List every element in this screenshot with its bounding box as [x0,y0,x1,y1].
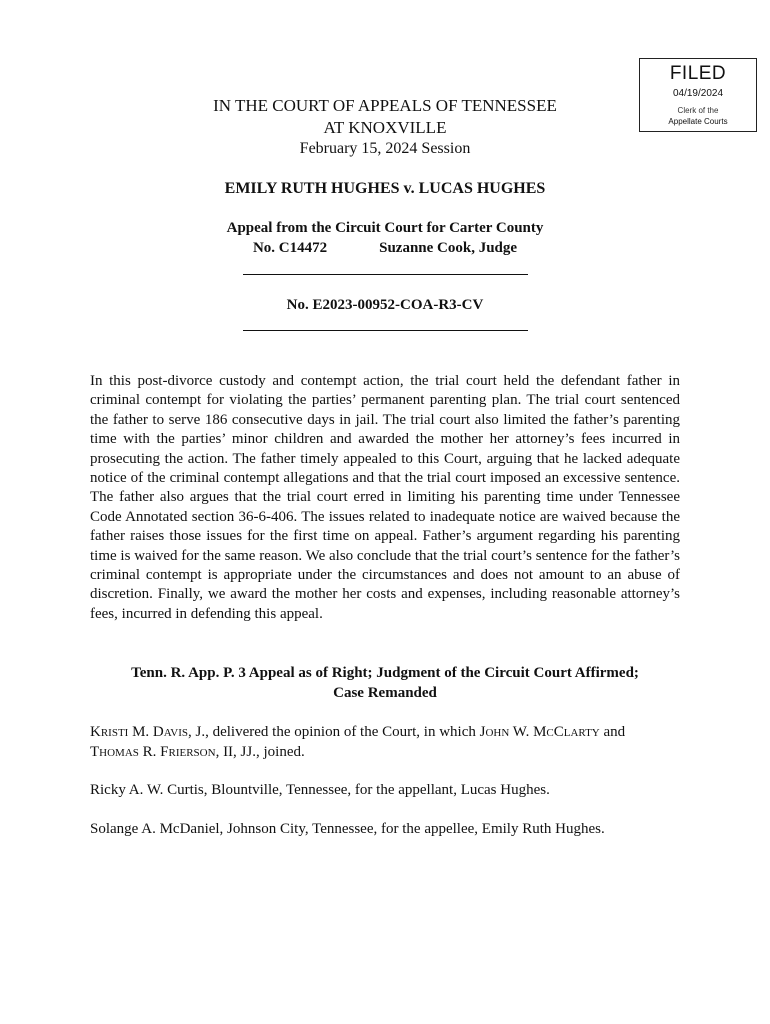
trial-judge: Suzanne Cook, Judge [379,240,518,256]
divider-top [243,274,528,275]
clerk-line-1: Clerk of the [677,106,719,115]
trial-case-number: No. C14472 [252,240,328,256]
joining-judge-1: John W. McClarty [479,724,600,740]
divider-bottom [243,330,528,331]
docket-number: No. E2023-00952-COA-R3-CV [286,297,484,313]
opinion-joined-line [90,742,690,762]
clerk-line-2: Appellate Courts [668,117,728,126]
opinion-text-2: and [599,724,626,740]
appeal-from: Appeal from the Circuit Court for Carter County [226,220,544,236]
court-location: AT KNOXVILLE [323,118,447,137]
counsel-appellant: Ricky A. W. Curtis, Blountville, Tennessee, for the appellant, Lucas Hughes. [90,782,550,798]
session-date: February 15, 2024 Session [299,140,471,157]
counsel-appellee: Solange A. McDaniel, Johnson City, Tennessee, for the appellee, Emily Ruth Hughes. [90,821,605,837]
filed-stamp [639,58,757,132]
holding-line-1: Tenn. R. App. P. 3 Appeal as of Right; Judgment of the Circuit Court Affirmed; [131,665,639,681]
filed-date: 04/19/2024 [672,88,724,99]
opinion-text-1: , J., delivered the opinion of the Court, in which [188,724,480,740]
case-caption: EMILY RUTH HUGHES v. LUCAS HUGHES [224,180,546,197]
joining-judge-2: Thomas R. Frierson [90,744,216,760]
author-name: Kristi M. Davis [90,724,189,740]
court-name: IN THE COURT OF APPEALS OF TENNESSEE [213,96,557,115]
abstract-paragraph: In this post-divorce custody and contempt action, the trial court held the defendant father in criminal contempt for violating the parties’ permanent parenting plan. The trial court sentenced the father to serve 186 consecutive days in jail. The trial court also limited the father’s parenting time with the parties’ minor children and awarded the mother her attorney’s fees incurred in prosecuting the action. The father timely appealed to this Court, arguing that he lacked adequate notice of the criminal contempt allegations and that the trial court imposed an excessive sentence. The father also argues that the trial court erred in limiting his parenting time under Tennessee Code Annotated section 36-6-406. The issues related to inadequate notice are waived because the father raises those issues for the first time on appeal. Father’s argument regarding his parenting time is waived for the same reason. We also conclude that the trial court’s sentence for the father’s criminal contempt is appropriate under the circumstances and does not amount to an abuse of discretion. Finally, we award the mother her costs and expenses, including reasonable attorney’s fees, incurred in defending this appeal. [90,373,680,622]
trial-case-line [150,239,620,258]
holding-line-2: Case Remanded [333,685,437,701]
opinion-author-line [90,722,690,742]
opinion-text-3: , II, JJ., joined. [215,744,305,760]
filed-label: FILED [669,63,727,84]
